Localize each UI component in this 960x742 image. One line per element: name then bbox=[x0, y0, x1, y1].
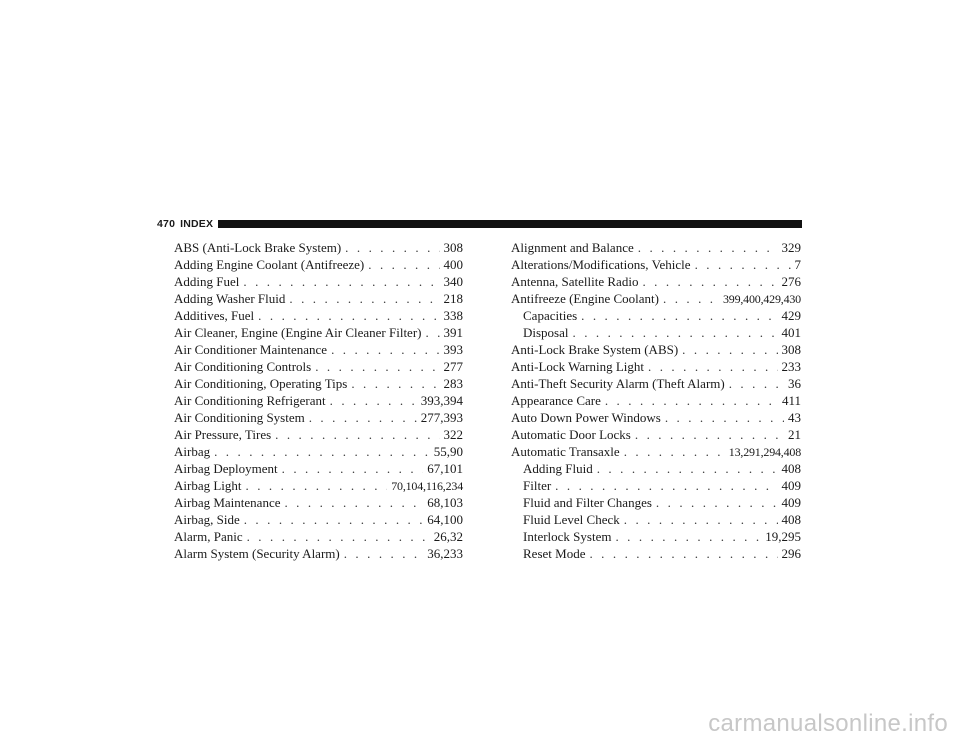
entry-page-ref: 322 bbox=[443, 427, 463, 442]
entry-page-ref: 67,101 bbox=[427, 461, 463, 476]
entry-term: Alarm System (Security Alarm) bbox=[174, 546, 340, 561]
dot-leader bbox=[243, 273, 439, 290]
index-subentry bbox=[511, 528, 801, 545]
index-column-right bbox=[511, 239, 801, 562]
index-entry bbox=[174, 307, 463, 324]
index-entry bbox=[511, 290, 801, 307]
entry-page-ref: 393,394 bbox=[420, 393, 463, 408]
entry-term: Air Conditioning System bbox=[174, 410, 305, 425]
entry-page-ref: 283 bbox=[443, 376, 463, 391]
dot-leader bbox=[624, 511, 778, 528]
entry-term: Antifreeze (Engine Coolant) bbox=[511, 291, 659, 306]
index-entry bbox=[174, 239, 463, 256]
index-entry bbox=[174, 494, 463, 511]
entry-page-ref: 36 bbox=[788, 376, 801, 391]
dot-leader bbox=[368, 256, 439, 273]
index-entry bbox=[511, 239, 801, 256]
entry-term: Automatic Door Locks bbox=[511, 427, 631, 442]
watermark-text: carmanualsonline.info bbox=[708, 710, 948, 737]
index-subentry bbox=[511, 324, 801, 341]
index-entry bbox=[174, 528, 463, 545]
dot-leader bbox=[282, 460, 424, 477]
page-header bbox=[157, 217, 802, 231]
index-subentry bbox=[511, 494, 801, 511]
index-subentry bbox=[511, 545, 801, 562]
entry-term: Air Conditioning Controls bbox=[174, 359, 312, 374]
entry-page-ref: 408 bbox=[781, 461, 801, 476]
index-entry bbox=[174, 324, 463, 341]
entry-page-ref: 70,104,116,234 bbox=[391, 479, 463, 493]
entry-page-ref: 409 bbox=[781, 495, 801, 510]
entry-page-ref: 429 bbox=[781, 308, 801, 323]
entry-page-ref: 276 bbox=[781, 274, 801, 289]
index-entry bbox=[174, 392, 463, 409]
entry-page-ref: 233 bbox=[781, 359, 801, 374]
dot-leader bbox=[656, 494, 778, 511]
entry-page-ref: 400 bbox=[443, 257, 463, 272]
header-label bbox=[157, 218, 213, 230]
index-subentry bbox=[511, 511, 801, 528]
entry-term: Air Cleaner, Engine (Engine Air Cleaner Filter) bbox=[174, 325, 422, 340]
entry-page-ref: 19,295 bbox=[765, 529, 801, 544]
dot-leader bbox=[289, 290, 439, 307]
entry-page-ref: 338 bbox=[443, 308, 463, 323]
dot-leader bbox=[330, 392, 417, 409]
entry-page-ref: 329 bbox=[781, 240, 801, 255]
index-entry bbox=[174, 426, 463, 443]
entry-term: Filter bbox=[523, 478, 552, 493]
index-subentry bbox=[511, 460, 801, 477]
entry-term: Air Conditioning Refrigerant bbox=[174, 393, 326, 408]
entry-term: Airbag, Side bbox=[174, 512, 240, 527]
section-title: INDEX bbox=[180, 218, 214, 230]
entry-page-ref: 55,90 bbox=[433, 444, 463, 459]
entry-term: Alignment and Balance bbox=[511, 240, 634, 255]
entry-page-ref: 399,400,429,430 bbox=[722, 292, 801, 306]
dot-leader bbox=[642, 273, 777, 290]
entry-term: Airbag Light bbox=[174, 478, 242, 493]
index-entry bbox=[174, 256, 463, 273]
entry-term: Adding Washer Fluid bbox=[174, 291, 286, 306]
index-column-left bbox=[174, 239, 463, 562]
dot-leader bbox=[648, 358, 777, 375]
index-entry bbox=[511, 409, 801, 426]
index-entry bbox=[174, 460, 463, 477]
index-subentry bbox=[511, 307, 801, 324]
entry-page-ref: 401 bbox=[781, 325, 801, 340]
index-entry bbox=[174, 273, 463, 290]
dot-leader bbox=[345, 239, 439, 256]
entry-term: Air Pressure, Tires bbox=[174, 427, 272, 442]
dot-leader bbox=[615, 528, 761, 545]
index-entry bbox=[511, 443, 801, 460]
entry-page-ref: 26,32 bbox=[433, 529, 463, 544]
index-subentry bbox=[511, 477, 801, 494]
dot-leader bbox=[247, 528, 430, 545]
entry-term: Auto Down Power Windows bbox=[511, 410, 661, 425]
entry-page-ref: 391 bbox=[443, 325, 463, 340]
entry-term: Fluid Level Check bbox=[523, 512, 620, 527]
index-entry bbox=[174, 545, 463, 562]
entry-page-ref: 64,100 bbox=[427, 512, 463, 527]
dot-leader bbox=[309, 409, 417, 426]
dot-leader bbox=[284, 494, 423, 511]
dot-leader bbox=[581, 307, 777, 324]
dot-leader bbox=[331, 341, 439, 358]
index-entry bbox=[174, 511, 463, 528]
index-entry bbox=[511, 358, 801, 375]
index-entry bbox=[511, 392, 801, 409]
entry-page-ref: 296 bbox=[781, 546, 801, 561]
dot-leader bbox=[663, 290, 719, 307]
index-entry bbox=[511, 426, 801, 443]
index-entry bbox=[511, 273, 801, 290]
entry-term: Airbag Deployment bbox=[174, 461, 278, 476]
index-entry bbox=[174, 443, 463, 460]
dot-leader bbox=[555, 477, 777, 494]
entry-term: Antenna, Satellite Radio bbox=[511, 274, 639, 289]
dot-leader bbox=[695, 256, 791, 273]
entry-term: Fluid and Filter Changes bbox=[523, 495, 652, 510]
dot-leader bbox=[638, 239, 778, 256]
index-entry bbox=[174, 341, 463, 358]
entry-page-ref: 277,393 bbox=[420, 410, 463, 425]
dot-leader bbox=[635, 426, 784, 443]
index-entry bbox=[174, 358, 463, 375]
dot-leader bbox=[597, 460, 778, 477]
entry-page-ref: 13,291,294,408 bbox=[728, 445, 801, 459]
dot-leader bbox=[244, 511, 424, 528]
dot-leader bbox=[344, 545, 424, 562]
dot-leader bbox=[573, 324, 778, 341]
entry-term: Automatic Transaxle bbox=[511, 444, 620, 459]
entry-page-ref: 308 bbox=[781, 342, 801, 357]
entry-page-ref: 340 bbox=[443, 274, 463, 289]
dot-leader bbox=[682, 341, 777, 358]
entry-page-ref: 218 bbox=[443, 291, 463, 306]
entry-term: Anti-Lock Brake System (ABS) bbox=[511, 342, 679, 357]
dot-leader bbox=[351, 375, 439, 392]
entry-page-ref: 36,233 bbox=[427, 546, 463, 561]
entry-term: Interlock System bbox=[523, 529, 612, 544]
dot-leader bbox=[605, 392, 778, 409]
dot-leader bbox=[624, 443, 725, 460]
index-entry bbox=[174, 290, 463, 307]
dot-leader bbox=[315, 358, 439, 375]
entry-term: Anti-Lock Warning Light bbox=[511, 359, 645, 374]
entry-term: Anti-Theft Security Alarm (Theft Alarm) bbox=[511, 376, 725, 391]
index-entry bbox=[174, 375, 463, 392]
entry-term: Airbag bbox=[174, 444, 211, 459]
entry-term: Adding Engine Coolant (Antifreeze) bbox=[174, 257, 365, 272]
dot-leader bbox=[275, 426, 439, 443]
entry-term: Disposal bbox=[523, 325, 569, 340]
dot-leader bbox=[589, 545, 777, 562]
index-entry bbox=[511, 256, 801, 273]
dot-leader bbox=[729, 375, 784, 392]
entry-page-ref: 68,103 bbox=[427, 495, 463, 510]
entry-page-ref: 277 bbox=[443, 359, 463, 374]
dot-leader bbox=[258, 307, 439, 324]
entry-page-ref: 411 bbox=[781, 393, 801, 408]
dot-leader bbox=[425, 324, 439, 341]
index-entry bbox=[174, 477, 463, 494]
entry-term: Air Conditioner Maintenance bbox=[174, 342, 328, 357]
entry-page-ref: 393 bbox=[443, 342, 463, 357]
entry-term: Alterations/Modifications, Vehicle bbox=[511, 257, 691, 272]
entry-page-ref: 7 bbox=[794, 257, 801, 272]
index-entry bbox=[511, 375, 801, 392]
page-number: 470 bbox=[157, 218, 176, 230]
entry-page-ref: 21 bbox=[788, 427, 801, 442]
dot-leader bbox=[214, 443, 430, 460]
entry-term: Capacities bbox=[523, 308, 578, 323]
entry-term: Reset Mode bbox=[523, 546, 586, 561]
entry-term: Adding Fluid bbox=[523, 461, 593, 476]
entry-term: Additives, Fuel bbox=[174, 308, 255, 323]
entry-page-ref: 308 bbox=[443, 240, 463, 255]
index-entry bbox=[511, 341, 801, 358]
entry-term: Air Conditioning, Operating Tips bbox=[174, 376, 348, 391]
header-rule bbox=[218, 220, 802, 228]
entry-page-ref: 43 bbox=[788, 410, 801, 425]
entry-page-ref: 408 bbox=[781, 512, 801, 527]
entry-term: Airbag Maintenance bbox=[174, 495, 281, 510]
entry-page-ref: 409 bbox=[781, 478, 801, 493]
entry-term: Adding Fuel bbox=[174, 274, 240, 289]
entry-term: Appearance Care bbox=[511, 393, 601, 408]
dot-leader bbox=[246, 477, 388, 494]
entry-term: Alarm, Panic bbox=[174, 529, 243, 544]
dot-leader bbox=[665, 409, 784, 426]
index-entry bbox=[174, 409, 463, 426]
entry-term: ABS (Anti-Lock Brake System) bbox=[174, 240, 342, 255]
